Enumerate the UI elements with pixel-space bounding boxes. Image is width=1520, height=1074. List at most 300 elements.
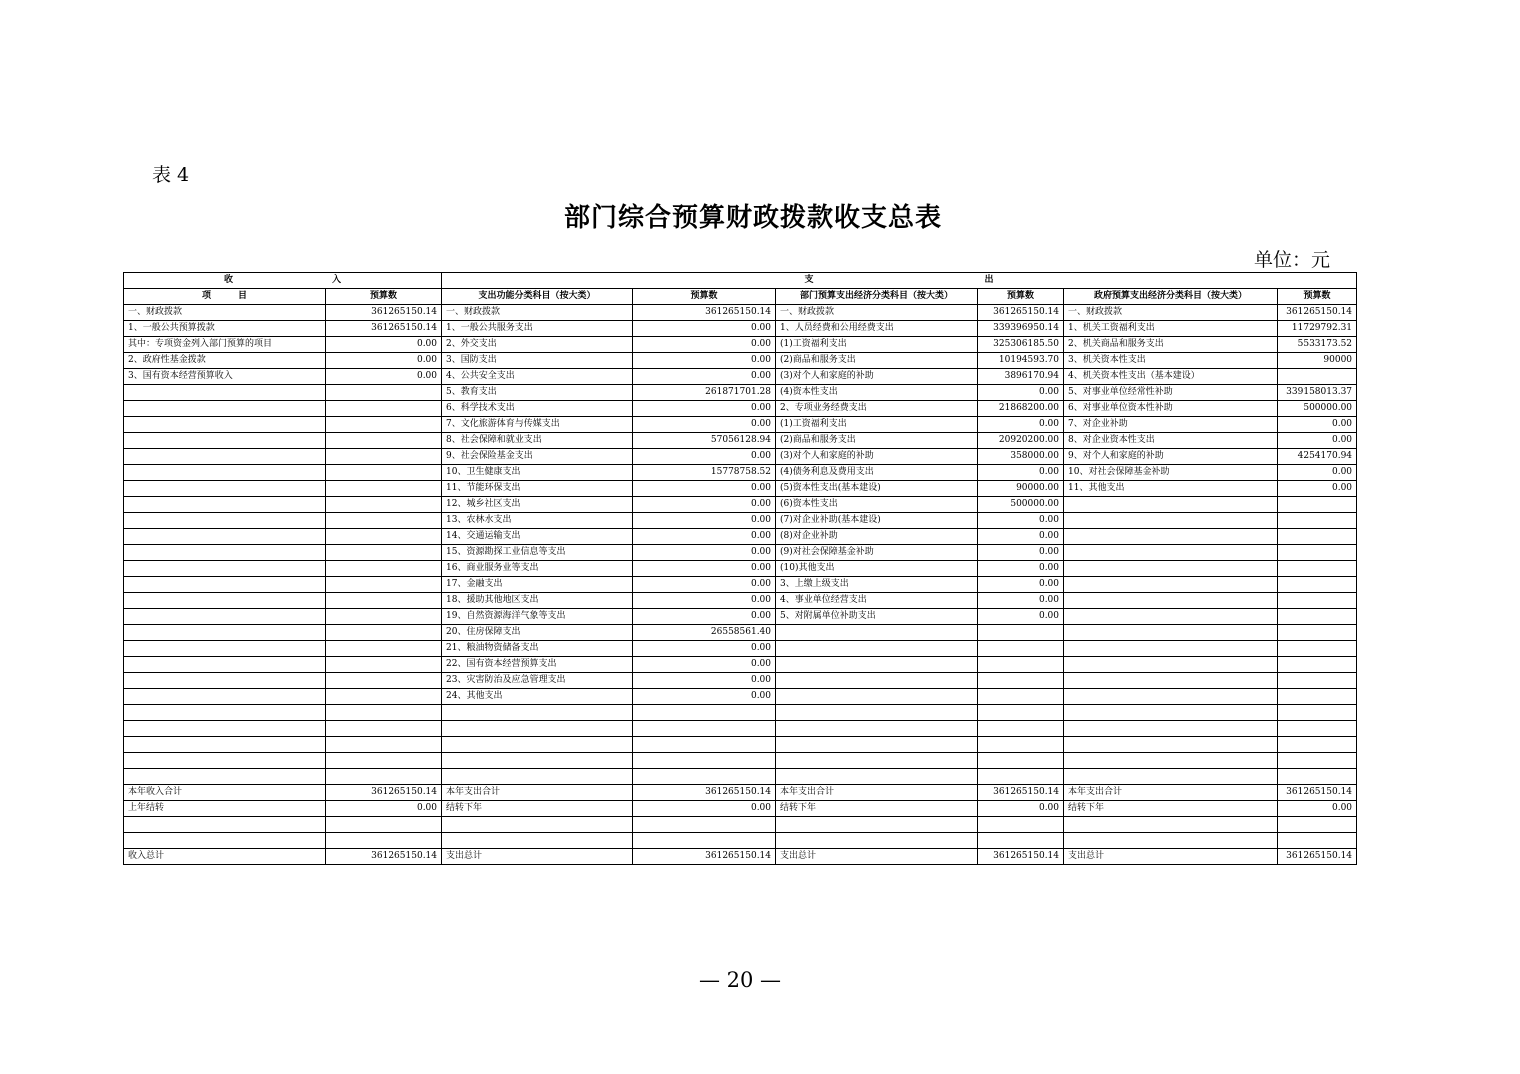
gov-economic-amount bbox=[1278, 625, 1357, 641]
gov-economic-amount bbox=[1278, 833, 1357, 849]
table-row bbox=[124, 689, 1357, 705]
unit-label: 单位：元 bbox=[1253, 249, 1330, 271]
gov-economic-item bbox=[1064, 513, 1278, 529]
dept-economic-amount: 358000.00 bbox=[978, 449, 1064, 465]
dept-economic-amount: 0.00 bbox=[978, 417, 1064, 433]
function-amount: 0.00 bbox=[633, 609, 776, 625]
income-amount bbox=[326, 593, 442, 609]
function-item: 15、资源勘探工业信息等支出 bbox=[442, 545, 633, 561]
income-item bbox=[124, 817, 326, 833]
gov-economic-amount bbox=[1278, 689, 1357, 705]
dept-economic-amount: 3896170.94 bbox=[978, 369, 1064, 385]
income-amount bbox=[326, 673, 442, 689]
table-row bbox=[124, 609, 1357, 625]
gov-economic-item: 1、机关工资福利支出 bbox=[1064, 321, 1278, 337]
col-header-budget: 预算数 bbox=[1278, 289, 1357, 305]
dept-economic-amount: 0.00 bbox=[978, 385, 1064, 401]
income-amount bbox=[326, 641, 442, 657]
col-header-budget: 预算数 bbox=[326, 289, 442, 305]
gov-economic-item bbox=[1064, 753, 1278, 769]
gov-economic-item bbox=[1064, 641, 1278, 657]
function-item: 24、其他支出 bbox=[442, 689, 633, 705]
dept-economic-item: (1)工资福利支出 bbox=[776, 417, 978, 433]
dept-economic-amount bbox=[978, 753, 1064, 769]
income-item bbox=[124, 513, 326, 529]
table-row bbox=[124, 593, 1357, 609]
function-amount: 0.00 bbox=[633, 353, 776, 369]
gov-economic-item: 9、对个人和家庭的补助 bbox=[1064, 449, 1278, 465]
table-row bbox=[124, 657, 1357, 673]
gov-economic-amount bbox=[1278, 593, 1357, 609]
income-amount bbox=[326, 753, 442, 769]
income-amount: 361265150.14 bbox=[326, 305, 442, 321]
function-item bbox=[442, 721, 633, 737]
table-header-row bbox=[124, 289, 1357, 305]
dept-economic-amount: 0.00 bbox=[978, 593, 1064, 609]
function-item: 20、住房保障支出 bbox=[442, 625, 633, 641]
income-amount bbox=[326, 657, 442, 673]
function-item: 16、商业服务业等支出 bbox=[442, 561, 633, 577]
dept-economic-item: 1、人员经费和公用经费支出 bbox=[776, 321, 978, 337]
gov-economic-amount: 90000 bbox=[1278, 353, 1357, 369]
gov-economic-item bbox=[1064, 769, 1278, 785]
budget-table-body bbox=[124, 273, 1357, 865]
income-item bbox=[124, 417, 326, 433]
gov-economic-amount bbox=[1278, 737, 1357, 753]
table-row bbox=[124, 705, 1357, 721]
function-amount: 0.00 bbox=[633, 577, 776, 593]
function-item: 9、社会保险基金支出 bbox=[442, 449, 633, 465]
function-item: 10、卫生健康支出 bbox=[442, 465, 633, 481]
income-item bbox=[124, 769, 326, 785]
dept-economic-item: 本年支出合计 bbox=[776, 785, 978, 801]
income-amount bbox=[326, 417, 442, 433]
gov-economic-amount bbox=[1278, 497, 1357, 513]
dept-economic-item: (7)对企业补助(基本建设) bbox=[776, 513, 978, 529]
function-item: 19、自然资源海洋气象等支出 bbox=[442, 609, 633, 625]
dept-economic-item: 2、专项业务经费支出 bbox=[776, 401, 978, 417]
gov-economic-amount: 361265150.14 bbox=[1278, 849, 1357, 865]
function-item: 1、一般公共服务支出 bbox=[442, 321, 633, 337]
dept-economic-item bbox=[776, 753, 978, 769]
function-amount: 0.00 bbox=[633, 657, 776, 673]
function-amount: 0.00 bbox=[633, 449, 776, 465]
income-amount bbox=[326, 817, 442, 833]
page-title: 部门综合预算财政拨款收支总表 bbox=[563, 203, 942, 233]
income-amount: 361265150.14 bbox=[326, 785, 442, 801]
dept-economic-amount: 20920200.00 bbox=[978, 433, 1064, 449]
col-header-budget: 预算数 bbox=[633, 289, 776, 305]
table-row bbox=[124, 577, 1357, 593]
dept-economic-amount bbox=[978, 673, 1064, 689]
gov-economic-item bbox=[1064, 497, 1278, 513]
dept-economic-item: (4)资本性支出 bbox=[776, 385, 978, 401]
income-amount bbox=[326, 737, 442, 753]
dept-economic-amount: 361265150.14 bbox=[978, 849, 1064, 865]
income-amount bbox=[326, 401, 442, 417]
gov-economic-item: 本年支出合计 bbox=[1064, 785, 1278, 801]
income-item: 3、国有资本经营预算收入 bbox=[124, 369, 326, 385]
income-item bbox=[124, 561, 326, 577]
function-amount: 0.00 bbox=[633, 481, 776, 497]
income-item bbox=[124, 449, 326, 465]
function-item: 11、节能环保支出 bbox=[442, 481, 633, 497]
function-amount bbox=[633, 833, 776, 849]
dept-economic-amount: 361265150.14 bbox=[978, 305, 1064, 321]
income-item bbox=[124, 465, 326, 481]
dept-economic-item: (3)对个人和家庭的补助 bbox=[776, 369, 978, 385]
dept-economic-item bbox=[776, 769, 978, 785]
gov-economic-item: 结转下年 bbox=[1064, 801, 1278, 817]
gov-economic-amount: 11729792.31 bbox=[1278, 321, 1357, 337]
income-amount bbox=[326, 465, 442, 481]
function-item: 23、灾害防治及应急管理支出 bbox=[442, 673, 633, 689]
function-amount: 0.00 bbox=[633, 593, 776, 609]
gov-economic-item bbox=[1064, 721, 1278, 737]
gov-economic-item bbox=[1064, 577, 1278, 593]
dept-economic-item: 支出总计 bbox=[776, 849, 978, 865]
table-row bbox=[124, 817, 1357, 833]
dept-economic-amount bbox=[978, 625, 1064, 641]
income-item bbox=[124, 593, 326, 609]
income-item: 本年收入合计 bbox=[124, 785, 326, 801]
dept-economic-item bbox=[776, 737, 978, 753]
gov-economic-item: 支出总计 bbox=[1064, 849, 1278, 865]
function-amount: 0.00 bbox=[633, 561, 776, 577]
table-row bbox=[124, 529, 1357, 545]
function-item bbox=[442, 737, 633, 753]
function-item bbox=[442, 769, 633, 785]
function-amount: 0.00 bbox=[633, 545, 776, 561]
income-item bbox=[124, 673, 326, 689]
function-item bbox=[442, 833, 633, 849]
gov-economic-amount: 0.00 bbox=[1278, 417, 1357, 433]
gov-economic-item bbox=[1064, 561, 1278, 577]
dept-economic-amount: 0.00 bbox=[978, 465, 1064, 481]
function-amount: 361265150.14 bbox=[633, 849, 776, 865]
gov-economic-amount: 0.00 bbox=[1278, 465, 1357, 481]
dept-economic-amount: 10194593.70 bbox=[978, 353, 1064, 369]
gov-economic-amount: 361265150.14 bbox=[1278, 785, 1357, 801]
gov-economic-item: 6、对事业单位资本性补助 bbox=[1064, 401, 1278, 417]
dept-economic-item: (5)资本性支出(基本建设) bbox=[776, 481, 978, 497]
function-amount: 0.00 bbox=[633, 401, 776, 417]
table-row bbox=[124, 337, 1357, 353]
dept-economic-amount: 90000.00 bbox=[978, 481, 1064, 497]
function-amount: 261871701.28 bbox=[633, 385, 776, 401]
function-item bbox=[442, 817, 633, 833]
gov-economic-amount bbox=[1278, 561, 1357, 577]
gov-economic-item bbox=[1064, 833, 1278, 849]
income-item bbox=[124, 609, 326, 625]
dept-economic-item: (1)工资福利支出 bbox=[776, 337, 978, 353]
dept-economic-amount bbox=[978, 769, 1064, 785]
table-row bbox=[124, 401, 1357, 417]
table-row bbox=[124, 417, 1357, 433]
dept-economic-item bbox=[776, 625, 978, 641]
income-amount bbox=[326, 721, 442, 737]
table-row bbox=[124, 785, 1357, 801]
function-amount: 0.00 bbox=[633, 337, 776, 353]
income-amount bbox=[326, 481, 442, 497]
function-item bbox=[442, 705, 633, 721]
dept-economic-item: (4)债务利息及费用支出 bbox=[776, 465, 978, 481]
col-header-budget: 预算数 bbox=[978, 289, 1064, 305]
gov-economic-item bbox=[1064, 529, 1278, 545]
gov-economic-item: 10、对社会保障基金补助 bbox=[1064, 465, 1278, 481]
gov-economic-amount: 0.00 bbox=[1278, 481, 1357, 497]
dept-economic-item bbox=[776, 689, 978, 705]
dept-economic-item bbox=[776, 833, 978, 849]
table-row bbox=[124, 849, 1357, 865]
function-amount: 0.00 bbox=[633, 801, 776, 817]
table-row bbox=[124, 481, 1357, 497]
income-item bbox=[124, 497, 326, 513]
function-amount bbox=[633, 769, 776, 785]
expense-header: 支 出 bbox=[442, 273, 1357, 289]
dept-economic-item: 4、事业单位经营支出 bbox=[776, 593, 978, 609]
function-item: 5、教育支出 bbox=[442, 385, 633, 401]
table-row bbox=[124, 513, 1357, 529]
income-item bbox=[124, 401, 326, 417]
income-item bbox=[124, 753, 326, 769]
income-item bbox=[124, 833, 326, 849]
gov-economic-item bbox=[1064, 625, 1278, 641]
function-item: 结转下年 bbox=[442, 801, 633, 817]
function-amount: 0.00 bbox=[633, 497, 776, 513]
dept-economic-item: (6)资本性支出 bbox=[776, 497, 978, 513]
col-header-gov-economic: 政府预算支出经济分类科目（按大类） bbox=[1064, 289, 1278, 305]
table-row bbox=[124, 737, 1357, 753]
function-item: 7、文化旅游体育与传媒支出 bbox=[442, 417, 633, 433]
table-row bbox=[124, 321, 1357, 337]
function-amount: 26558561.40 bbox=[633, 625, 776, 641]
income-item: 收入总计 bbox=[124, 849, 326, 865]
income-amount bbox=[326, 769, 442, 785]
table-row bbox=[124, 497, 1357, 513]
income-item bbox=[124, 705, 326, 721]
income-item bbox=[124, 385, 326, 401]
function-item: 3、国防支出 bbox=[442, 353, 633, 369]
gov-economic-item bbox=[1064, 545, 1278, 561]
dept-economic-amount: 0.00 bbox=[978, 561, 1064, 577]
function-item: 本年支出合计 bbox=[442, 785, 633, 801]
budget-table bbox=[123, 272, 1357, 865]
gov-economic-item: 8、对企业资本性支出 bbox=[1064, 433, 1278, 449]
income-item: 其中：专项资金列入部门预算的项目 bbox=[124, 337, 326, 353]
dept-economic-amount bbox=[978, 689, 1064, 705]
gov-economic-item bbox=[1064, 609, 1278, 625]
gov-economic-item: 一、财政拨款 bbox=[1064, 305, 1278, 321]
dept-economic-item bbox=[776, 817, 978, 833]
function-item: 18、援助其他地区支出 bbox=[442, 593, 633, 609]
table-row bbox=[124, 769, 1357, 785]
gov-economic-item bbox=[1064, 817, 1278, 833]
table-row bbox=[124, 369, 1357, 385]
gov-economic-item: 2、机关商品和服务支出 bbox=[1064, 337, 1278, 353]
gov-economic-amount: 4254170.94 bbox=[1278, 449, 1357, 465]
function-item: 22、国有资本经营预算支出 bbox=[442, 657, 633, 673]
function-amount bbox=[633, 737, 776, 753]
gov-economic-amount bbox=[1278, 545, 1357, 561]
income-amount bbox=[326, 385, 442, 401]
gov-economic-item: 11、其他支出 bbox=[1064, 481, 1278, 497]
function-amount: 57056128.94 bbox=[633, 433, 776, 449]
col-header-function: 支出功能分类科目（按大类） bbox=[442, 289, 633, 305]
col-header-dept-economic: 部门预算支出经济分类科目（按大类） bbox=[776, 289, 978, 305]
dept-economic-amount: 500000.00 bbox=[978, 497, 1064, 513]
income-item bbox=[124, 657, 326, 673]
dept-economic-amount bbox=[978, 833, 1064, 849]
dept-economic-amount bbox=[978, 817, 1064, 833]
dept-economic-amount: 0.00 bbox=[978, 577, 1064, 593]
dept-economic-item: (3)对个人和家庭的补助 bbox=[776, 449, 978, 465]
gov-economic-item bbox=[1064, 689, 1278, 705]
income-amount bbox=[326, 609, 442, 625]
dept-economic-item: (2)商品和服务支出 bbox=[776, 433, 978, 449]
gov-economic-amount: 0.00 bbox=[1278, 433, 1357, 449]
gov-economic-amount bbox=[1278, 529, 1357, 545]
income-amount bbox=[326, 833, 442, 849]
table-row bbox=[124, 465, 1357, 481]
function-item: 6、科学技术支出 bbox=[442, 401, 633, 417]
income-item bbox=[124, 577, 326, 593]
dept-economic-item: 3、上缴上级支出 bbox=[776, 577, 978, 593]
gov-economic-amount bbox=[1278, 513, 1357, 529]
dept-economic-amount: 0.00 bbox=[978, 513, 1064, 529]
income-amount bbox=[326, 561, 442, 577]
gov-economic-item bbox=[1064, 673, 1278, 689]
gov-economic-item bbox=[1064, 593, 1278, 609]
function-item: 17、金融支出 bbox=[442, 577, 633, 593]
gov-economic-amount: 500000.00 bbox=[1278, 401, 1357, 417]
function-amount: 0.00 bbox=[633, 369, 776, 385]
gov-economic-item: 3、机关资本性支出 bbox=[1064, 353, 1278, 369]
function-amount: 15778758.52 bbox=[633, 465, 776, 481]
dept-economic-amount: 21868200.00 bbox=[978, 401, 1064, 417]
gov-economic-amount: 5533173.52 bbox=[1278, 337, 1357, 353]
income-amount bbox=[326, 449, 442, 465]
function-amount: 361265150.14 bbox=[633, 305, 776, 321]
dept-economic-item: (9)对社会保障基金补助 bbox=[776, 545, 978, 561]
table-label: 表 4 bbox=[152, 164, 190, 186]
income-amount: 0.00 bbox=[326, 369, 442, 385]
income-amount bbox=[326, 497, 442, 513]
function-amount bbox=[633, 817, 776, 833]
income-item bbox=[124, 481, 326, 497]
dept-economic-item: 结转下年 bbox=[776, 801, 978, 817]
income-amount bbox=[326, 577, 442, 593]
gov-economic-amount bbox=[1278, 705, 1357, 721]
income-item bbox=[124, 625, 326, 641]
income-item bbox=[124, 641, 326, 657]
income-item bbox=[124, 529, 326, 545]
function-amount: 0.00 bbox=[633, 689, 776, 705]
table-row bbox=[124, 833, 1357, 849]
dept-economic-amount bbox=[978, 721, 1064, 737]
function-item: 一、财政拨款 bbox=[442, 305, 633, 321]
table-row bbox=[124, 673, 1357, 689]
dept-economic-amount: 361265150.14 bbox=[978, 785, 1064, 801]
income-header: 收 入 bbox=[124, 273, 442, 289]
table-row bbox=[124, 433, 1357, 449]
function-amount: 361265150.14 bbox=[633, 785, 776, 801]
income-item bbox=[124, 721, 326, 737]
table-row bbox=[124, 353, 1357, 369]
dept-economic-amount bbox=[978, 641, 1064, 657]
income-item: 1、一般公共预算拨款 bbox=[124, 321, 326, 337]
gov-economic-item bbox=[1064, 705, 1278, 721]
income-item bbox=[124, 545, 326, 561]
function-amount bbox=[633, 705, 776, 721]
income-amount bbox=[326, 705, 442, 721]
dept-economic-amount: 0.00 bbox=[978, 801, 1064, 817]
income-amount bbox=[326, 433, 442, 449]
gov-economic-item bbox=[1064, 737, 1278, 753]
dept-economic-item: (10)其他支出 bbox=[776, 561, 978, 577]
income-amount: 361265150.14 bbox=[326, 849, 442, 865]
income-amount bbox=[326, 545, 442, 561]
table-row bbox=[124, 561, 1357, 577]
function-item bbox=[442, 753, 633, 769]
dept-economic-item: 5、对附属单位补助支出 bbox=[776, 609, 978, 625]
table-header-group-row bbox=[124, 273, 1357, 289]
gov-economic-amount bbox=[1278, 577, 1357, 593]
function-item: 13、农林水支出 bbox=[442, 513, 633, 529]
gov-economic-amount bbox=[1278, 369, 1357, 385]
income-amount bbox=[326, 513, 442, 529]
table-row bbox=[124, 449, 1357, 465]
dept-economic-item bbox=[776, 705, 978, 721]
income-amount bbox=[326, 529, 442, 545]
income-item: 上年结转 bbox=[124, 801, 326, 817]
function-amount bbox=[633, 753, 776, 769]
gov-economic-item bbox=[1064, 657, 1278, 673]
dept-economic-amount: 0.00 bbox=[978, 545, 1064, 561]
income-amount bbox=[326, 689, 442, 705]
function-item: 4、公共安全支出 bbox=[442, 369, 633, 385]
function-item: 14、交通运输支出 bbox=[442, 529, 633, 545]
function-amount: 0.00 bbox=[633, 673, 776, 689]
income-item bbox=[124, 433, 326, 449]
dept-economic-amount: 325306185.50 bbox=[978, 337, 1064, 353]
gov-economic-amount bbox=[1278, 769, 1357, 785]
table-row bbox=[124, 753, 1357, 769]
col-header-item: 项 目 bbox=[124, 289, 326, 305]
dept-economic-amount bbox=[978, 657, 1064, 673]
gov-economic-amount bbox=[1278, 673, 1357, 689]
gov-economic-item: 5、对事业单位经常性补助 bbox=[1064, 385, 1278, 401]
gov-economic-item: 4、机关资本性支出（基本建设） bbox=[1064, 369, 1278, 385]
gov-economic-amount bbox=[1278, 753, 1357, 769]
function-amount: 0.00 bbox=[633, 417, 776, 433]
table-row bbox=[124, 385, 1357, 401]
function-item: 12、城乡社区支出 bbox=[442, 497, 633, 513]
dept-economic-amount: 0.00 bbox=[978, 529, 1064, 545]
income-item bbox=[124, 737, 326, 753]
dept-economic-item: (2)商品和服务支出 bbox=[776, 353, 978, 369]
gov-economic-amount bbox=[1278, 609, 1357, 625]
function-amount bbox=[633, 721, 776, 737]
gov-economic-amount bbox=[1278, 817, 1357, 833]
table-row bbox=[124, 625, 1357, 641]
dept-economic-item bbox=[776, 673, 978, 689]
dept-economic-amount bbox=[978, 737, 1064, 753]
gov-economic-amount bbox=[1278, 641, 1357, 657]
dept-economic-amount bbox=[978, 705, 1064, 721]
dept-economic-item: (8)对企业补助 bbox=[776, 529, 978, 545]
table-row bbox=[124, 305, 1357, 321]
